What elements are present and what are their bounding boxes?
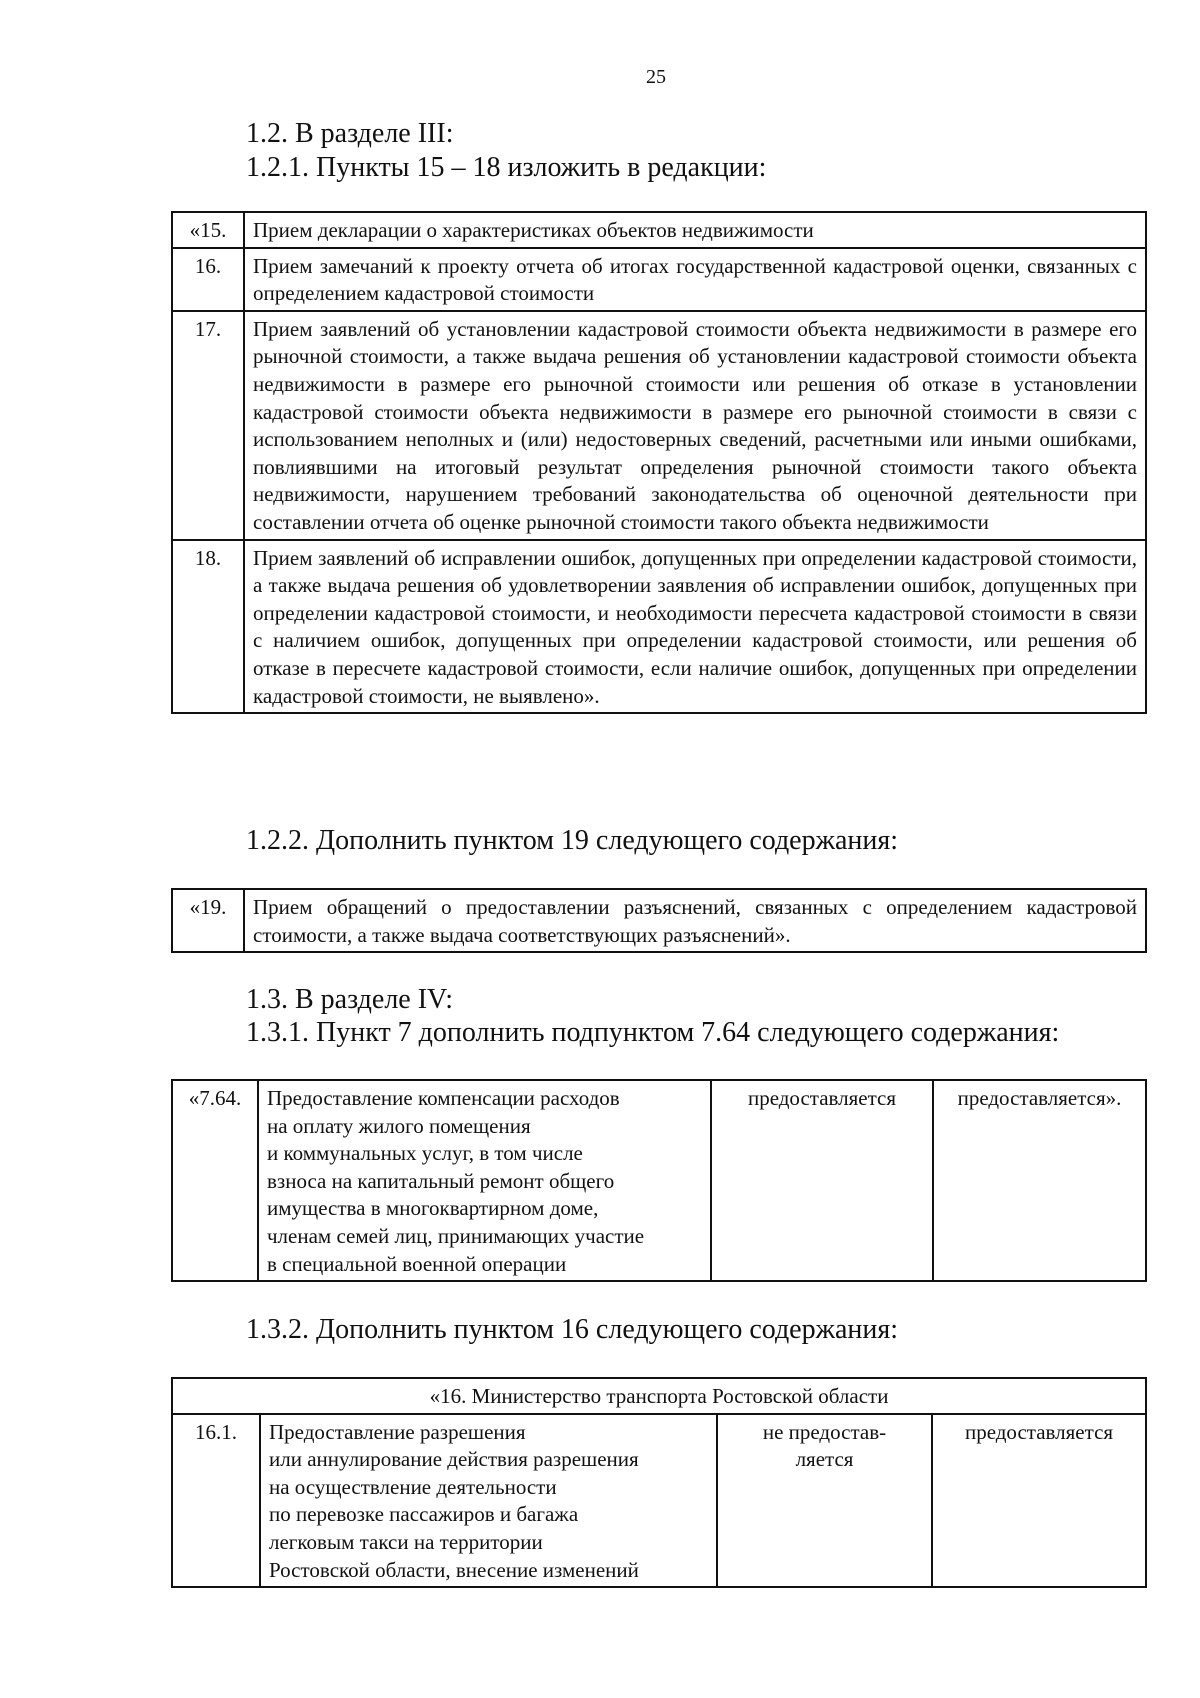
row-text: Прием обращений о предоставлении разъяснений, связанных с определением кадастровой стоимости, а также выдача соответствующих разъяснений». [244, 889, 1146, 952]
row-text: Прием декларации о характеристиках объектов недвижимости [244, 212, 1146, 248]
row-text: Прием замечаний к проекту отчета об итогах государственной кадастровой оценки, связанных с определением кадастровой стоимости [244, 248, 1146, 311]
table-row [172, 1080, 1146, 1281]
text-line: на оплату жилого помещения [267, 1113, 531, 1138]
text-line: имущества в многоквартирном доме, [267, 1196, 599, 1221]
table-row [172, 540, 1146, 714]
page-number: 25 [646, 66, 666, 88]
table-row [172, 311, 1146, 540]
text-line: ляется [795, 1447, 854, 1472]
table-item-19 [171, 888, 1147, 953]
section-heading-1-3: 1.3. В разделе IV: [246, 984, 453, 1015]
availability-cell: предоставляется». [933, 1080, 1146, 1281]
row-text [258, 1080, 711, 1281]
table-row [172, 1378, 1146, 1414]
row-number: «7.64. [172, 1080, 258, 1281]
table-row [172, 212, 1146, 248]
text-line: и коммунальных услуг, в том числе [267, 1141, 583, 1166]
table-items-15-18 [171, 211, 1147, 714]
table-row [172, 889, 1146, 952]
text-line: не предостав- [762, 1419, 887, 1444]
table-row [172, 248, 1146, 311]
table-item-7-64 [171, 1079, 1147, 1282]
row-text: Прием заявлений об установлении кадастровой стоимости объекта недвижимости в размере его рыночной стоимости, а также выдача решения об установлении кадастровой стоимости объекта недвижимости в размере его рыночной стоимости или решения об отказе в установлении кадастровой стоимости объекта недвижимости в размере его рыночной стоимости в связи с использованием неполных и (или) недостоверных сведений, расчетными или иными ошибками, повлиявшими на итоговый результат определения рыночной стоимости такого объекта недвижимости, нарушением требований законодательства об оценочной деятельности при составлении отчета об оценке рыночной стоимости такого объекта недвижимости [244, 311, 1146, 540]
table-item-16 [171, 1377, 1147, 1588]
text-line: Предоставление компенсации расходов [267, 1086, 620, 1110]
text-line: по перевозке пассажиров и багажа [269, 1502, 579, 1527]
subsection-1-3-2: 1.3.2. Дополнить пунктом 16 следующего содержания: [246, 1314, 899, 1345]
section-heading-1-2: 1.2. В разделе III: [246, 118, 454, 149]
subsection-1-2-2: 1.2.2. Дополнить пунктом 19 следующего содержания: [246, 825, 899, 856]
text-line: взноса на капитальный ремонт общего [267, 1168, 615, 1193]
text-line: или аннулирование действия разрешения [269, 1447, 639, 1472]
subsection-1-3-1: 1.3.1. Пункт 7 дополнить подпунктом 7.64 следующего содержания: [246, 1017, 1060, 1048]
row-number: «15. [172, 212, 244, 248]
text-line: на осуществление деятельности [269, 1474, 557, 1499]
availability-cell [717, 1414, 932, 1588]
row-number: 16.1. [172, 1414, 260, 1588]
row-number: 18. [172, 540, 244, 714]
text-line: легковым такси на территории [269, 1529, 543, 1554]
table-row [172, 1414, 1146, 1588]
availability-cell: предоставляется [711, 1080, 933, 1281]
table-header: «16. Министерство транспорта Ростовской области [172, 1378, 1146, 1414]
subsection-1-2-1: 1.2.1. Пункты 15 – 18 изложить в редакции: [246, 152, 767, 183]
row-number: 16. [172, 248, 244, 311]
availability-cell: предоставляется [932, 1414, 1146, 1588]
row-text: Прием заявлений об исправлении ошибок, допущенных при определении кадастровой стоимости, а также выдача решения об удовлетворении заявления об исправлении ошибок, допущенных при определении кадастровой стоимости, и необходимости пересчета кадастровой стоимости в связи с наличием ошибок, допущенных при определении кадастровой стоимости, или решения об отказе в пересчете кадастровой стоимости, если наличие ошибок, допущенных при определении кадастровой стоимости, не выявлено». [244, 540, 1146, 714]
text-line: Ростовской области, внесение изменений [269, 1557, 639, 1582]
row-number: 17. [172, 311, 244, 540]
text-line: членам семей лиц, принимающих участие [267, 1223, 645, 1248]
row-text [260, 1414, 717, 1588]
text-line: в специальной военной операции [267, 1251, 567, 1276]
text-line: Предоставление разрешения [269, 1419, 526, 1444]
row-number: «19. [172, 889, 244, 952]
